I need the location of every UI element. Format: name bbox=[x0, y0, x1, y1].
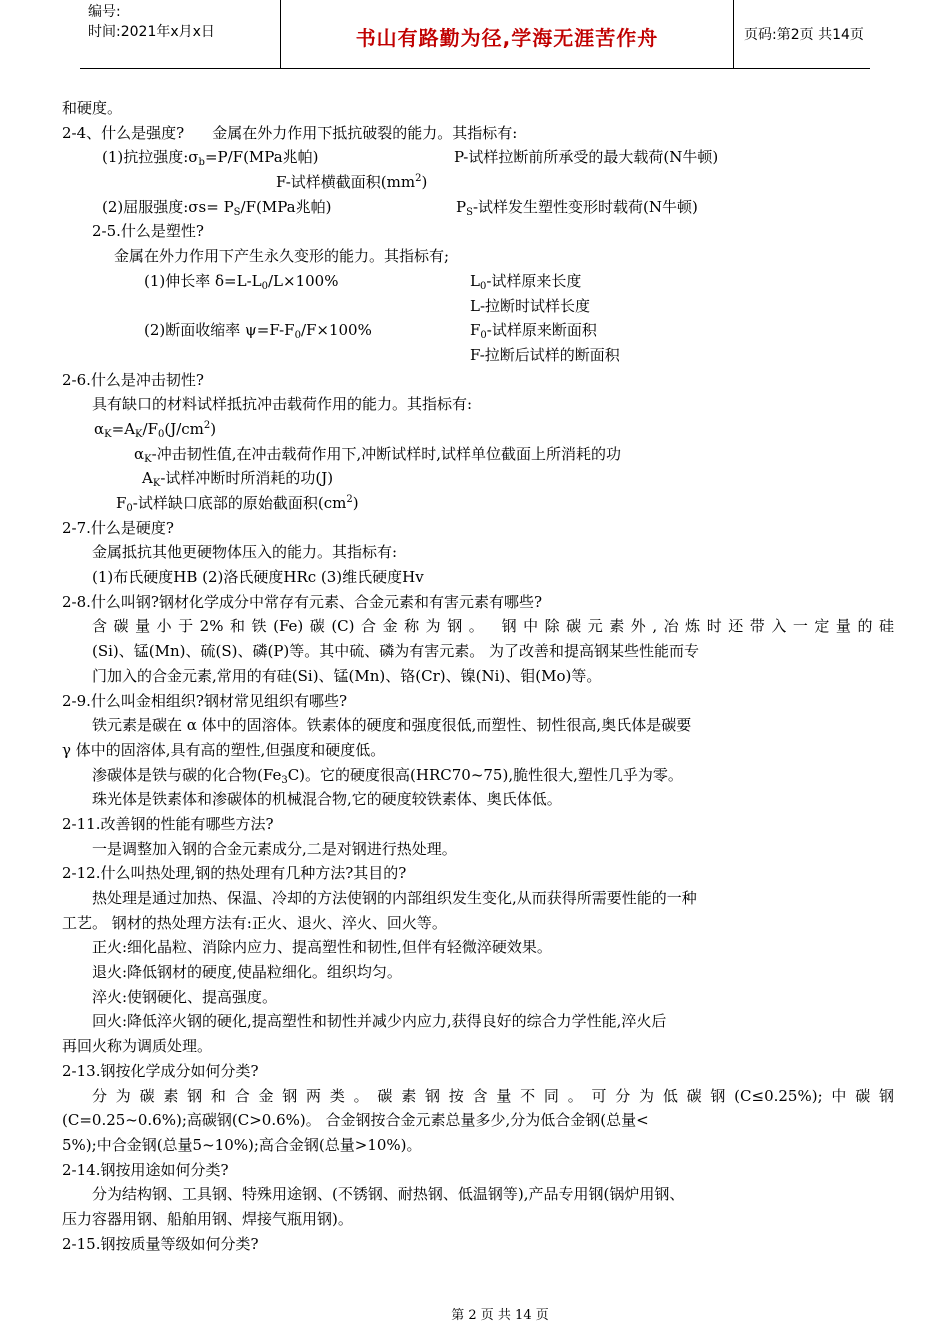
question-heading: 2-12.什么叫热处理,钢的热处理有几种方法?其目的? bbox=[62, 864, 407, 883]
formula-line: (1)伸长率 $\delta=L-L_0/L\times 100\%$ $L_0-$试样原来长度 bbox=[144, 271, 582, 292]
paragraph-line: 压力容器用钢、船舶用钢、焊接气瓶用钢)。 bbox=[62, 1209, 353, 1228]
formula-line: F-拉断后试样的断面积 bbox=[470, 345, 620, 364]
paragraph-line: 正火:细化晶粒、消除内应力、提高塑性和韧性,但伴有轻微淬硬效果。 bbox=[92, 938, 552, 957]
page-footer bbox=[0, 1304, 950, 1323]
header-page-info: 页码:第2页 共14页 bbox=[744, 27, 864, 43]
formula-line: (2)断面收缩率 $\psi=F-F_0/F\times 100\%$ $F_0-$试样原来断面积 bbox=[144, 321, 597, 342]
question-heading: 2-9.什么叫金相组织?钢材常见组织有哪些? bbox=[62, 691, 348, 710]
formula-line: F-试样横截面积$(mm^2)$ bbox=[276, 173, 428, 192]
paragraph-line: 渗碳体是铁与碳的化合物$(Fe_3C)$。它的硬度很高(HRC70~75),脆性很大,塑性几乎为零。 bbox=[92, 765, 683, 786]
question-heading: 2-8.什么叫钢?钢材化学成分中常存有元素、合金元素和有害元素有哪些? bbox=[62, 592, 543, 611]
paragraph-line: 分为碳素钢和合金钢两类。碳素钢按含量不同。可分为低碳钢(C≤0.25%);中碳钢 bbox=[92, 1086, 894, 1105]
paragraph-line: 热处理是通过加热、保温、冷却的方法使钢的内部组织发生变化,从而获得所需要性能的一种 bbox=[92, 889, 697, 907]
formula-line: (1)抗拉强度$:\sigma_b=P/F(MPa$兆帕) P-试样拉断前所承受的最大载荷(N牛顿) bbox=[102, 148, 719, 169]
doc-number-label: 编号: bbox=[88, 4, 121, 20]
question-heading: 2-13.钢按化学成分如何分类? bbox=[62, 1061, 259, 1080]
paragraph-line: 金属在外力作用下产生永久变形的能力。其指标有; bbox=[114, 247, 450, 266]
header-motto: 书山有路勤为径,学海无涯苦作舟 bbox=[355, 26, 659, 50]
paragraph-line: 和硬度。 bbox=[62, 99, 123, 117]
paragraph-line: 铁元素是碳在 α 体中的固溶体。铁素体的硬度和强度很低,而塑性、韧性很高,奥氏体是碳要 bbox=[92, 716, 692, 735]
formula-line: L-拉断时试样长度 bbox=[470, 296, 591, 315]
formula-line: $\alpha_K=A_K/F_0(J/cm^2)$ bbox=[94, 419, 217, 440]
paragraph-line: γ 体中的固溶体,具有高的塑性,但强度和硬度低。 bbox=[62, 740, 386, 759]
question-heading: 2-7.什么是硬度? bbox=[62, 518, 174, 537]
doc-time-label: 时间:2021年x月x日 bbox=[88, 24, 215, 40]
paragraph-line: 门加入的合金元素,常用的有硅(Si)、锰(Mn)、铬(Cr)、镍(Ni)、钼(Mo)等。 bbox=[92, 666, 602, 685]
paragraph-line: 珠光体是铁素体和渗碳体的机械混合物,它的硬度较铁素体、奥氏体低。 bbox=[92, 790, 562, 809]
formula-line: $F_0-$试样缺口底部的原始截面积$(cm^2)$ bbox=[116, 494, 359, 514]
paragraph-line: (1)布氏硬度HB (2)洛氏硬度HRc (3)维氏硬度Hv bbox=[92, 568, 424, 587]
paragraph-line: (C=0.25~0.6%);高碳钢(C>0.6%)。 合金钢按合金元素总量多少,分为低合金钢(总量< bbox=[62, 1111, 649, 1130]
paragraph-line: 5%);中合金钢(总量5~10%);高合金钢(总量>10%)。 bbox=[62, 1135, 422, 1154]
paragraph-line: (Si)、锰(Mn)、硫(S)、磷(P)等。其中硫、磷为有害元素。 为了改善和提高钢某些性能而专 bbox=[92, 642, 700, 661]
paragraph-line: 淬火:使钢硬化、提高强度。 bbox=[92, 987, 278, 1006]
question-heading: 2-11.改善钢的性能有哪些方法? bbox=[62, 814, 274, 833]
header-center bbox=[280, 0, 734, 68]
formula-line: (2)屈服强度:σs= $P_S/F(MPa$兆帕) $P_S-$试样发生塑性变形时载荷(N牛顿) bbox=[102, 197, 698, 218]
paragraph-line: 工艺。 钢材的热处理方法有:正火、退火、淬火、回火等。 bbox=[62, 913, 447, 932]
paragraph-line: 回火:降低淬火钢的硬化,提高塑性和韧性并减少内应力,获得良好的综合力学性能,淬火后 bbox=[92, 1012, 667, 1031]
question-heading: 2-4、什么是强度? 金属在外力作用下抵抗破裂的能力。其指标有: bbox=[62, 123, 518, 142]
question-heading: 2-14.钢按用途如何分类? bbox=[62, 1160, 229, 1179]
paragraph-line: 含碳量小于2%和铁(Fe)碳(C)合金称为钢。 钢中除碳元素外,冶炼时还带入一定量的硅 bbox=[92, 617, 894, 636]
question-heading: 2-15.钢按质量等级如何分类? bbox=[62, 1234, 259, 1253]
footer-page-number: 第 2 页 共 14 页 bbox=[451, 1308, 549, 1323]
paragraph-line: 具有缺口的材料试样抵抗冲击载荷作用的能力。其指标有: bbox=[92, 395, 473, 414]
header-left bbox=[88, 2, 215, 42]
paragraph-line: 一是调整加入钢的合金元素成分,二是对钢进行热处理。 bbox=[92, 839, 457, 858]
formula-line: $A_K-$试样冲断时所消耗的功(J) bbox=[142, 469, 334, 490]
question-heading: 2-5.什么是塑性? bbox=[92, 222, 204, 241]
document-body bbox=[62, 96, 894, 1256]
formula-line: $\alpha_K-$冲击韧性值,在冲击载荷作用下,冲断试样时,试样单位截面上所消耗的功 bbox=[134, 444, 622, 465]
page-header bbox=[80, 0, 870, 69]
paragraph-line: 分为结构钢、工具钢、特殊用途钢、(不锈钢、耐热钢、低温钢等),产品专用钢(锅炉用钢、 bbox=[92, 1185, 685, 1204]
paragraph-line: 退火:降低钢材的硬度,使晶粒细化。组织均匀。 bbox=[92, 963, 402, 982]
question-heading: 2-6.什么是冲击韧性? bbox=[62, 370, 204, 389]
paragraph-line: 金属抵抗其他更硬物体压入的能力。其指标有: bbox=[92, 543, 398, 562]
paragraph-line: 再回火称为调质处理。 bbox=[62, 1037, 213, 1056]
